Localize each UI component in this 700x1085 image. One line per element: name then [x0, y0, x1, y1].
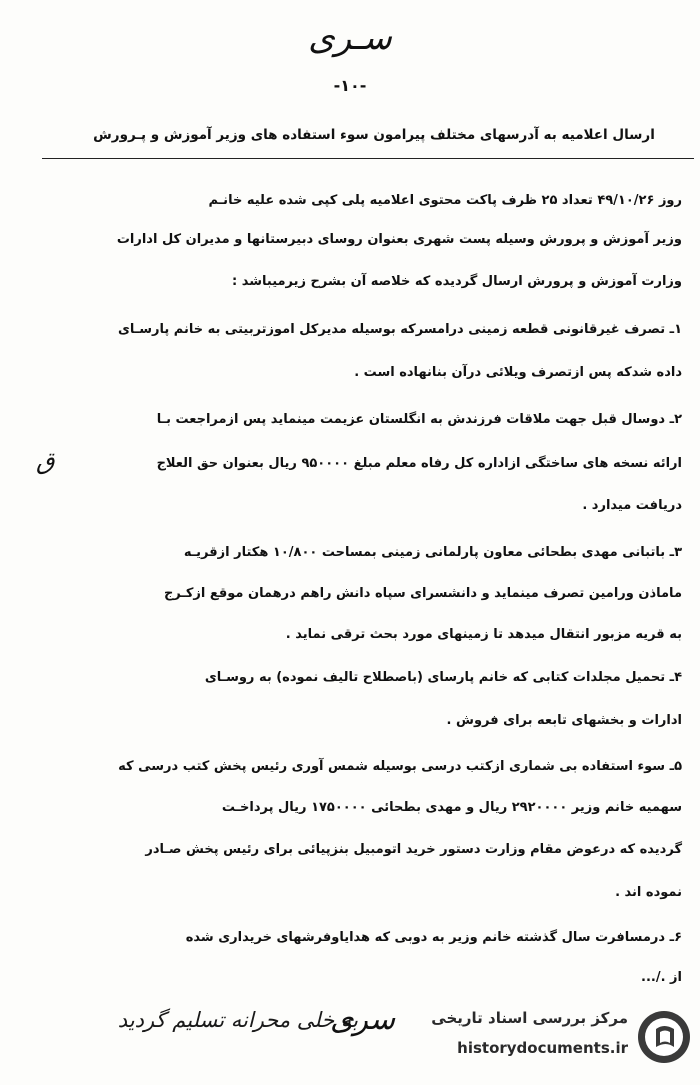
body-line: به قریه مزبور انتقال میدهد تا زمینهای مورد بحث ترقی نماید .	[285, 627, 682, 642]
body-line: ۳ـ باتبانی مهدی بطحائی معاون پارلمانی زمینی بمساحت ۱۰/۸۰۰ هکتار ازقریـه	[183, 545, 682, 560]
handwritten-margin-mark: ق	[36, 447, 55, 475]
classification-heading: سـرى	[308, 18, 392, 58]
archive-logo-icon	[634, 1007, 694, 1067]
body-line: ۶ـ درمسافرت سال گذشته خانم وزیر به دوبی که هدایاوفرشهای خریداری شده	[185, 930, 682, 945]
body-line: ۵ـ سوء استفاده بی شماری ازکتب درسی بوسیله شمس آوری رئیس پخش کتب درسی که	[118, 759, 682, 774]
body-line: دریافت میدارد .	[582, 498, 682, 513]
body-line: داده شدکه پس ازتصرف ویلائی درآن بنانهاده است .	[354, 365, 682, 380]
body-line: وزارت آموزش و پرورش ارسال گردیده که خلاصه آن بشرح زیرمیباشد :	[232, 274, 682, 289]
body-line: ۴ـ تحمیل مجلدات کتابی که خانم پارسای (باصطلاح تالیف نموده) به روسـای	[204, 670, 682, 685]
body-line: گردیده که درعوض مقام وزارت دستور خرید اتومبیل بنزپیائی برای رئیس پخش صـادر	[145, 842, 682, 857]
body-line: نموده اند .	[615, 885, 682, 900]
body-line: سهمیه خانم وزیر ۲۹۲۰۰۰۰ ریال و مهدی بطحائی ۱۷۵۰۰۰۰ ریال پرداخـت	[221, 800, 682, 815]
body-line: ۲ـ دوسال قبل جهت ملاقات فرزندش به انگلستان عزیمت مینماید پس ازمراجعت بـا	[156, 412, 682, 427]
handwritten-note: به خلی محرانه تسلیم گردید	[117, 1008, 358, 1032]
body-line: وزیر آموزش و پرورش وسیله پست شهری بعنوان روسای دبیرستانها و مدیران کل ادارات	[116, 232, 682, 247]
footer-classification-stamp: سرى	[330, 1002, 396, 1037]
body-line: ارائه نسخه های ساختگی ازاداره کل رفاه معلم مبلغ ۹۵۰۰۰۰ ریال بعنوان حق العلاج	[156, 456, 682, 471]
document-subject: ارسال اعلامیه به آدرسهای مختلف پیرامون سوء استفاده های وزیر آموزش و پـرورش	[93, 127, 655, 143]
body-line: از ./...	[641, 970, 682, 985]
subject-underline	[42, 158, 694, 159]
page-number: -١٠-	[333, 76, 367, 95]
archive-watermark	[424, 1001, 694, 1075]
body-line: ۱ـ تصرف غیرقانونی قطعه زمینی درامسرکه بوسیله مدیرکل اموزتربیتی به خانم پارسـای	[117, 322, 682, 337]
body-line: ادارات و بخشهای تابعه برای فروش .	[446, 713, 682, 728]
body-line: روز ۴۹/۱۰/۲۶ تعداد ۲۵ ظرف پاکت محتوی اعلامیه پلی کپی شده علیه خانـم	[208, 193, 682, 208]
body-line: ماماذن ورامین تصرف مینماید و دانشسرای سپاه دانش راهم درهمان موقع ازکـرج	[163, 586, 682, 601]
archive-name: مرکز بررسی اسناد تاریخی	[431, 1009, 628, 1027]
archive-url: historydocuments.ir	[457, 1039, 628, 1057]
